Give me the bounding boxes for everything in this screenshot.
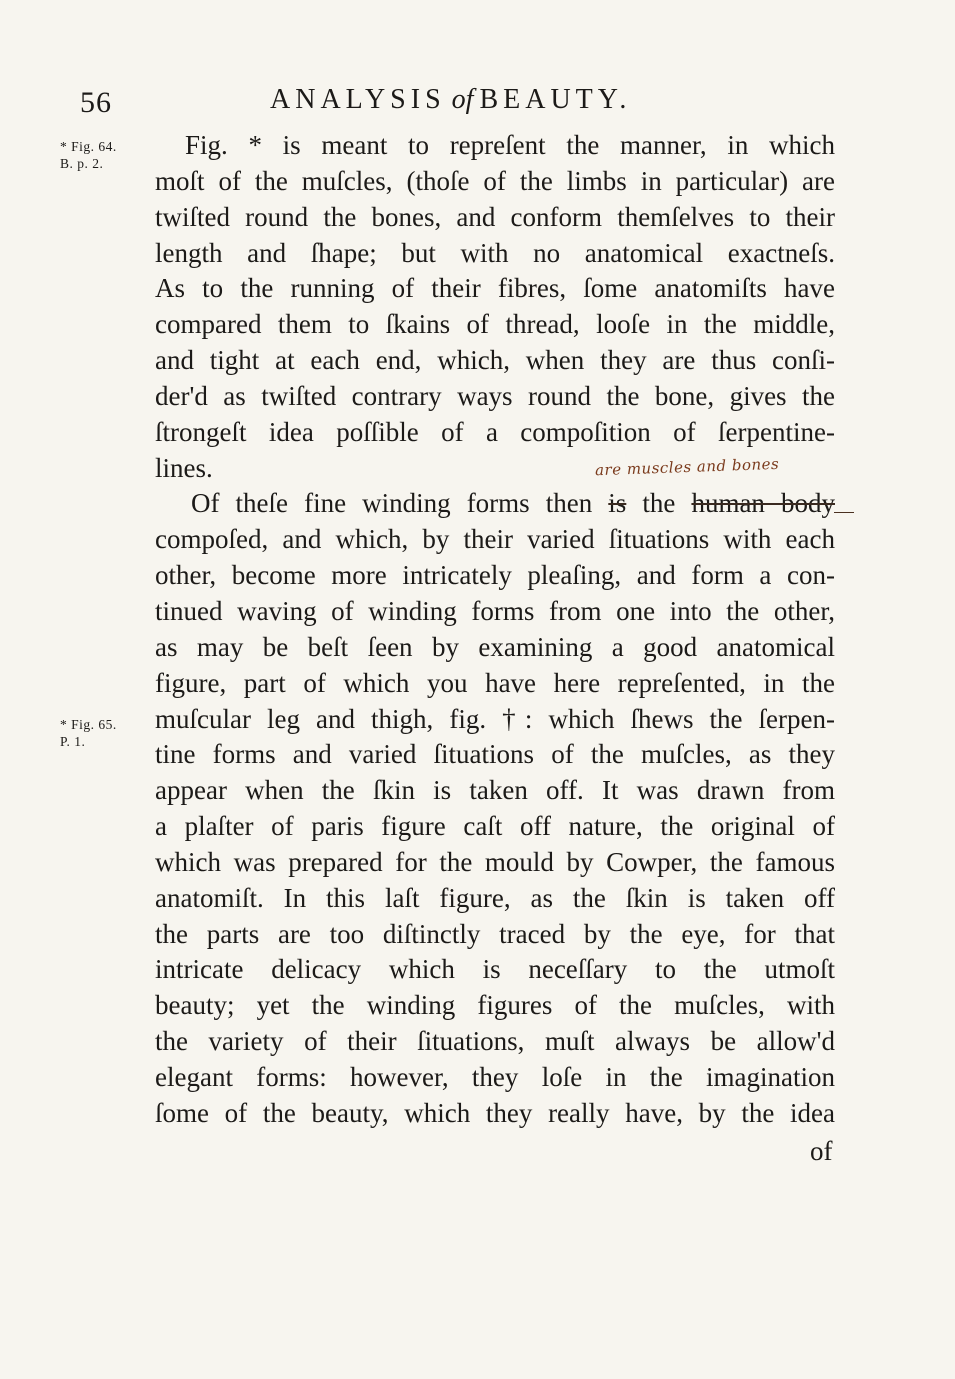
page-number: 56 <box>80 86 112 119</box>
text-fragment: the <box>642 488 676 519</box>
margin-note-line: * Fig. 64. <box>60 139 117 154</box>
text-line: and tight at each end, which, when they are thus conſi- <box>155 345 835 376</box>
text-line: moſt of the muſcles, (thoſe of the limbs in particular) are <box>155 165 835 196</box>
margin-note-fig-65 <box>60 716 117 750</box>
text-line: anatomiſt. In this laſt figure, as the ſkin is taken off <box>155 882 835 913</box>
text-line: appear when the ſkin is taken off. It was drawn from <box>155 775 835 806</box>
text-line: compared them to ſkains of thread, looſe in the middle, <box>155 309 835 340</box>
struck-phrase: human body <box>691 488 835 519</box>
text-line: der'd as twiſted contrary ways round the bone, gives the <box>155 380 835 411</box>
text-line: length and ſhape; but with no anatomical exactneſs. <box>155 237 835 268</box>
body-text <box>155 128 835 1132</box>
text-line: Fig. * is meant to repreſent the manner, in which <box>185 130 835 160</box>
insertion-line <box>834 512 854 513</box>
text-line: beauty; yet the winding figures of the muſcles, with <box>155 990 835 1021</box>
text-line: the variety of their ſituations, muſt always be allow'd <box>155 1026 835 1057</box>
text-line: lines. <box>155 452 213 483</box>
text-line-with-strikethrough <box>155 486 835 522</box>
text-line: elegant forms: however, they loſe in the imagination <box>155 1061 835 1092</box>
running-head <box>270 84 631 116</box>
text-line: muſcular leg and thigh, fig. †: which ſhews the ſerpen- <box>155 703 835 734</box>
text-line: which was prepared for the mould by Cowper, the famous <box>155 846 835 877</box>
running-head-left: ANALYSIS <box>270 84 446 115</box>
text-line: as may be beſt ſeen by examining a good anatomical <box>155 631 835 662</box>
struck-word: is <box>608 488 627 519</box>
text-line: ſome of the beauty, which they really have, by the idea <box>155 1097 835 1128</box>
running-head-of: of <box>451 84 474 115</box>
text-fragment: Of theſe fine winding forms then <box>191 488 593 519</box>
text-line: other, become more intricately pleaſing, and form a con- <box>155 560 835 591</box>
text-line: ſtrongeſt idea poſſible of a compoſition of ſerpentine- <box>155 416 835 447</box>
text-line: a plaſter of paris figure caſt off nature, the original of <box>155 811 835 842</box>
text-line: the parts are too diſtinctly traced by the eye, for that <box>155 918 835 949</box>
margin-note-line: * Fig. 65. <box>60 717 117 732</box>
text-line: compoſed, and which, by their varied ſituations with each <box>155 524 835 555</box>
text-line: figure, part of which you have here repreſented, in the <box>155 667 835 698</box>
text-line: intricate delicacy which is neceſſary to the utmoſt <box>155 954 835 985</box>
catchword: of <box>810 1136 833 1166</box>
text-line: As to the running of their fibres, ſome anatomiſts have <box>155 273 835 304</box>
handwritten-annotation: are muscles and bones <box>594 454 780 480</box>
margin-note-line: B. p. 2. <box>60 156 104 171</box>
margin-note-line: P. 1. <box>60 734 86 749</box>
text-line: tinued waving of winding forms from one into the other, <box>155 595 835 626</box>
text-line: tine forms and varied ſituations of the muſcles, as they <box>155 739 835 770</box>
text-line: twiſted round the bones, and conform themſelves to their <box>155 201 835 232</box>
margin-note-fig-64 <box>60 138 117 172</box>
running-head-right: BEAUTY. <box>479 84 632 115</box>
